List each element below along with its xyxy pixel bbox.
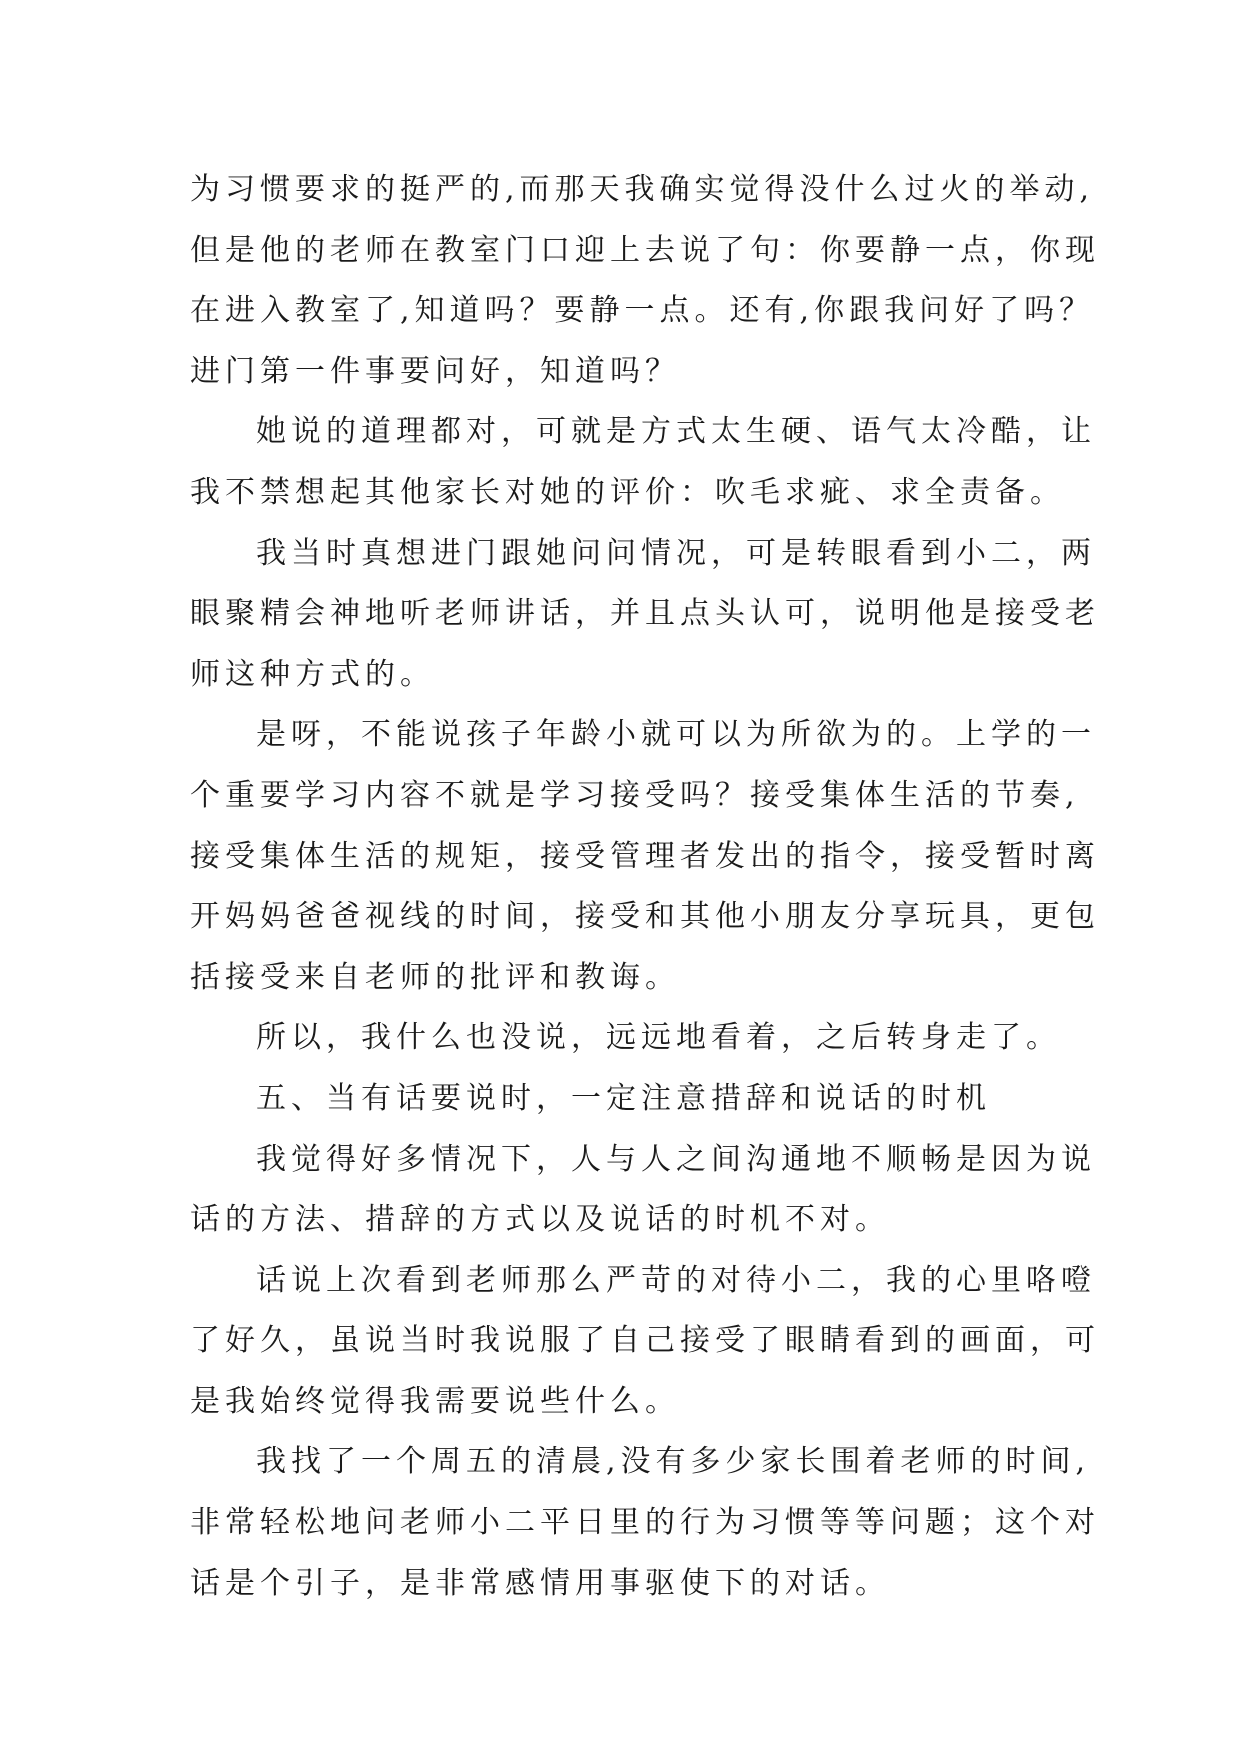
text-line: 我不禁想起其他家长对她的评价：吹毛求疵、求全责备。 xyxy=(190,474,1065,510)
text-line: 个重要学习内容不就是学习接受吗？接受集体生活的节奏, xyxy=(190,777,1080,813)
text-line: 进门第一件事要问好，知道吗？ xyxy=(190,353,680,389)
text-line: 非常轻松地问老师小二平日里的行为习惯等等问题；这个对 xyxy=(190,1505,1100,1541)
text-line: 是我始终觉得我需要说些什么。 xyxy=(190,1383,680,1419)
text-line: 开妈妈爸爸视线的时间，接受和其他小朋友分享玩具，更包 xyxy=(190,899,1100,935)
text-line: 为习惯要求的挺严的,而那天我确实觉得没什么过火的举动, xyxy=(190,172,1095,207)
paragraph-first-line: 是呀，不能说孩子年龄小就可以为所欲为的。上学的一 xyxy=(256,717,1096,753)
paragraph-first-line: 我找了一个周五的清晨,没有多少家长围着老师的时间, xyxy=(256,1444,1091,1480)
text-line: 师这种方式的。 xyxy=(190,656,435,692)
paragraph-first-line: 她说的道理都对，可就是方式太生硬、语气太冷酷，让 xyxy=(256,414,1096,450)
text-line: 但是他的老师在教室门口迎上去说了句：你要静一点，你现 xyxy=(190,232,1100,268)
text-line: 了好久，虽说当时我说服了自己接受了眼睛看到的画面，可 xyxy=(190,1323,1100,1359)
text-line: 眼聚精会神地听老师讲话，并且点头认可，说明他是接受老 xyxy=(190,596,1100,632)
text-line: 话是个引子，是非常感情用事驱使下的对话。 xyxy=(190,1565,890,1601)
text-line: 话的方法、措辞的方式以及说话的时机不对。 xyxy=(190,1202,890,1238)
section-heading: 五、当有话要说时，一定注意措辞和说话的时机 xyxy=(256,1080,991,1116)
text-line: 接受集体生活的规矩，接受管理者发出的指令，接受暂时离 xyxy=(190,838,1100,874)
paragraph-first-line: 我觉得好多情况下，人与人之间沟通地不顺畅是因为说 xyxy=(256,1141,1096,1177)
paragraph-first-line: 我当时真想进门跟她问问情况，可是转眼看到小二，两 xyxy=(256,535,1096,571)
body-text xyxy=(190,160,1100,1614)
text-line: 括接受来自老师的批评和教诲。 xyxy=(190,959,680,995)
paragraph-first-line: 所以，我什么也没说，远远地看着，之后转身走了。 xyxy=(256,1020,1061,1056)
paragraph-first-line: 话说上次看到老师那么严苛的对待小二，我的心里咯噔 xyxy=(256,1262,1096,1298)
text-line: 在进入教室了,知道吗？要静一点。还有,你跟我问好了吗？ xyxy=(190,293,1095,329)
